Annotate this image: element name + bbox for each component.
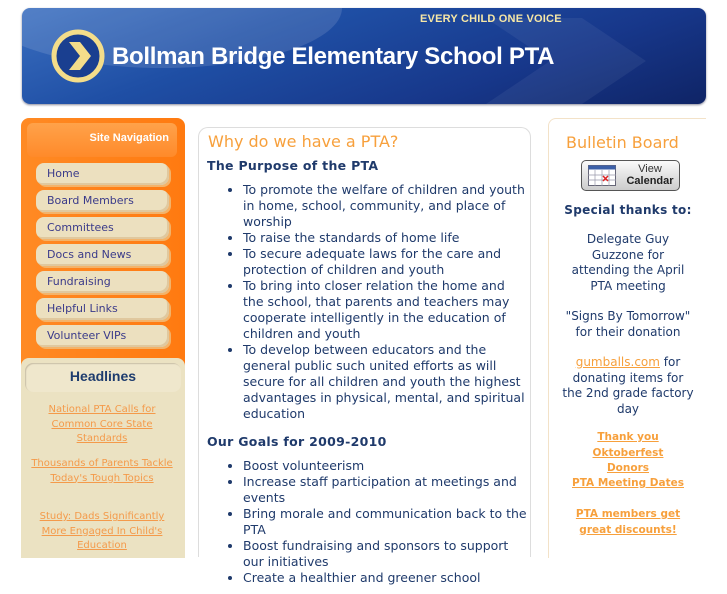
site-title: Bollman Bridge Elementary School PTA (112, 43, 555, 70)
headlines-panel (21, 358, 185, 558)
thanks-text: "Signs By Tomorrow" for their donation (565, 309, 691, 339)
thanks-text: Delegate Guy Guzzone for attending the April PTA meeting (571, 232, 685, 293)
list-item: • To secure adequate laws for the care and protection of children and youth (243, 246, 527, 278)
nav-title: Site Navigation (27, 123, 177, 157)
view-calendar-button[interactable] (581, 160, 680, 191)
list-item: • Increase staff participation at meetings and events (243, 474, 527, 506)
bulletin-title: Bulletin Board (566, 133, 679, 152)
purpose-heading: The Purpose of the PTA (207, 158, 379, 173)
list-item: • Create a healthier and greener school (243, 570, 527, 586)
site-header (22, 8, 706, 104)
discounts-link[interactable]: PTA members get great discounts! (575, 508, 681, 536)
list-item: • Boost volunteerism (243, 458, 527, 474)
list-item: • To promote the welfare of children and youth in home, school, community, and place of worship (243, 182, 527, 230)
thanks-heading: Special thanks to: (564, 203, 692, 217)
purpose-list (207, 182, 527, 422)
nav-volunteer-vips[interactable]: Volunteer VIPs (36, 325, 169, 347)
nav-docs-and-news[interactable]: Docs and News (36, 244, 169, 266)
tagline: EVERY CHILD ONE VOICE (420, 13, 562, 25)
calendar-icon (588, 165, 616, 186)
calendar-view-label: View (638, 163, 662, 175)
left-sidebar (21, 118, 185, 558)
oktoberfest-donors-link[interactable]: Thank you Oktoberfest Donors (592, 431, 664, 474)
goals-list (207, 458, 527, 586)
main-content (198, 127, 531, 585)
headline-link[interactable]: National PTA Calls for Common Core State Standards (48, 404, 156, 444)
list-item: • To raise the standards of home life (243, 230, 527, 246)
nav-home[interactable]: Home (36, 163, 169, 185)
list-item: • Bring morale and communication back to the PTA (243, 506, 527, 538)
headlines-title: Headlines (25, 363, 181, 392)
thanks-text (549, 355, 707, 417)
headline-link[interactable]: Thousands of Parents Tackle Today's Tough Topics (31, 458, 173, 484)
list-item: • To develop between educators and the general public such united efforts as will secure for all children and youth the highest advantages in physical, mental, and spiritual education (243, 342, 527, 422)
calendar-label: Calendar (626, 175, 674, 187)
headline-link[interactable]: Study: Dads Significantly More Engaged In Child's Education (39, 511, 165, 551)
thanks-text-rest: for donating items for the 2nd grade factory day (562, 355, 694, 416)
nav-fundraising[interactable]: Fundraising (36, 271, 169, 293)
nav-helpful-links[interactable]: Helpful Links (36, 298, 169, 320)
gumballs-link[interactable]: gumballs.com (575, 355, 660, 369)
logo-chevron-icon (50, 28, 106, 84)
page-title: Why do we have a PTA? (208, 132, 399, 151)
goals-heading: Our Goals for 2009-2010 (207, 434, 387, 449)
list-item: • Boost fundraising and sponsors to support our initiatives (243, 538, 527, 570)
bulletin-board (548, 118, 706, 558)
list-item: • To bring into closer relation the home and the school, that parents and teachers may cooperate intelligently in the education of children and youth (243, 278, 527, 342)
nav-committees[interactable]: Committees (36, 217, 169, 239)
meeting-dates-link[interactable]: PTA Meeting Dates (572, 477, 684, 489)
nav-board-members[interactable]: Board Members (36, 190, 169, 212)
